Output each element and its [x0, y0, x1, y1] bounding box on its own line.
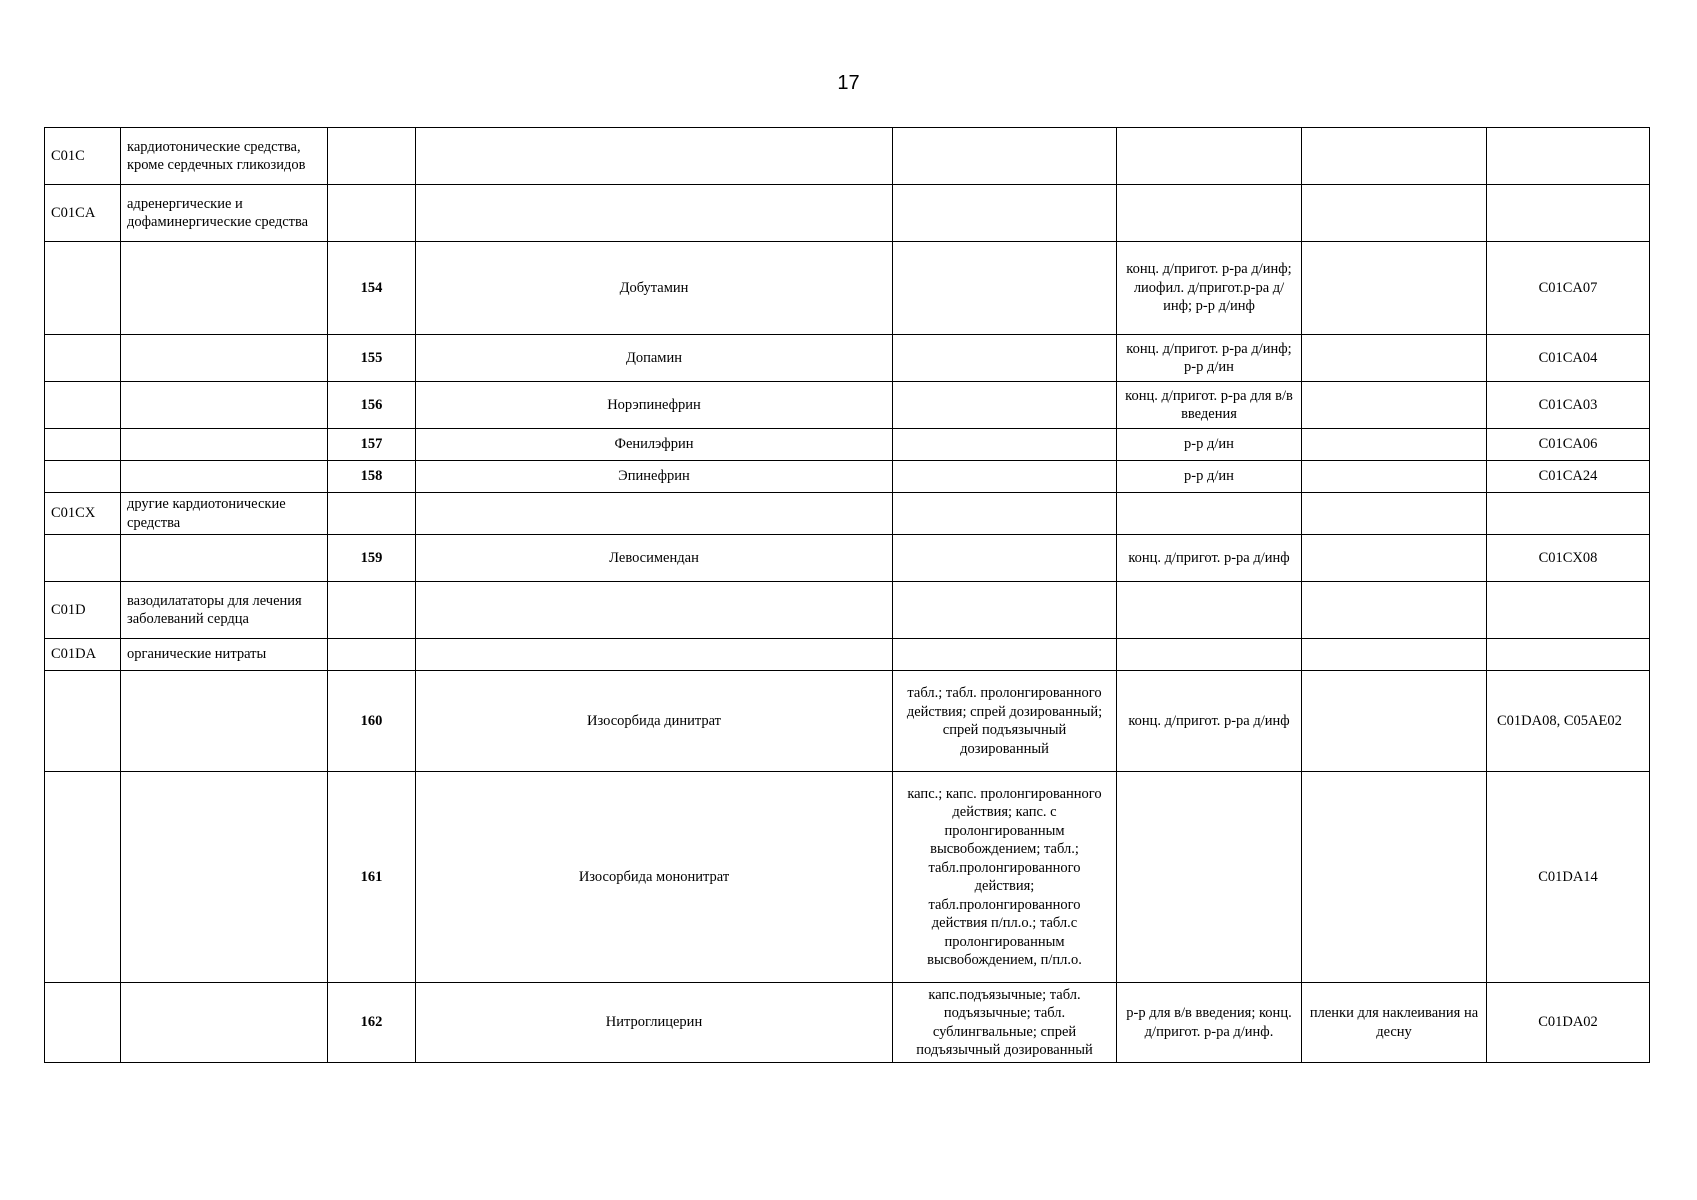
atc-group-description: вазодилататоры для лечения заболеваний сердца [121, 582, 328, 639]
other-forms [1302, 382, 1487, 429]
item-number: 154 [328, 242, 416, 335]
atc-code [1487, 582, 1650, 639]
oral-forms: капс.подъязычные; табл. подъязычные; табл. сублингвальные; спрей подъязычный дозированный [893, 983, 1117, 1063]
atc-code: C01CX08 [1487, 535, 1650, 582]
table-row [45, 671, 1650, 772]
item-number: 160 [328, 671, 416, 772]
table-row [45, 429, 1650, 461]
oral-forms [893, 582, 1117, 639]
injection-forms [1117, 185, 1302, 242]
drug-name [416, 128, 893, 185]
oral-forms [893, 639, 1117, 671]
table-row [45, 772, 1650, 983]
atc-group-description [121, 772, 328, 983]
atc-group-code: C01DA [45, 639, 121, 671]
atc-code [1487, 493, 1650, 535]
atc-group-code: C01CX [45, 493, 121, 535]
oral-forms [893, 382, 1117, 429]
other-forms: пленки для наклеивания на десну [1302, 983, 1487, 1063]
other-forms [1302, 535, 1487, 582]
atc-group-description: другие кардиотонические средства [121, 493, 328, 535]
oral-forms [893, 335, 1117, 382]
drug-name: Фенилэфрин [416, 429, 893, 461]
atc-code [1487, 185, 1650, 242]
atc-group-description [121, 242, 328, 335]
atc-group-description: кардиотонические средства, кроме сердечных гликозидов [121, 128, 328, 185]
atc-group-description [121, 382, 328, 429]
oral-forms [893, 461, 1117, 493]
atc-group-code: C01C [45, 128, 121, 185]
atc-group-code: C01CA [45, 185, 121, 242]
injection-forms: р-р д/ин [1117, 461, 1302, 493]
table-row [45, 639, 1650, 671]
other-forms [1302, 582, 1487, 639]
atc-group-code [45, 772, 121, 983]
drug-name [416, 582, 893, 639]
atc-code: C01CA06 [1487, 429, 1650, 461]
injection-forms: конц. д/пригот. р-ра д/инф [1117, 535, 1302, 582]
table-row [45, 382, 1650, 429]
atc-code: C01CA24 [1487, 461, 1650, 493]
atc-group-description [121, 429, 328, 461]
item-number: 162 [328, 983, 416, 1063]
drug-name: Изосорбида динитрат [416, 671, 893, 772]
injection-forms: р-р д/ин [1117, 429, 1302, 461]
atc-group-description [121, 671, 328, 772]
injection-forms [1117, 128, 1302, 185]
injection-forms: конц. д/пригот. р-ра д/инф; р-р д/ин [1117, 335, 1302, 382]
oral-forms [893, 185, 1117, 242]
atc-group-description [121, 535, 328, 582]
other-forms [1302, 429, 1487, 461]
injection-forms [1117, 493, 1302, 535]
table-row [45, 461, 1650, 493]
atc-group-description [121, 461, 328, 493]
atc-group-description [121, 983, 328, 1063]
drug-name [416, 493, 893, 535]
injection-forms [1117, 772, 1302, 983]
atc-code: C01DA02 [1487, 983, 1650, 1063]
drug-name: Эпинефрин [416, 461, 893, 493]
drug-name: Изосорбида мононитрат [416, 772, 893, 983]
table-row [45, 335, 1650, 382]
atc-code [1487, 128, 1650, 185]
drug-name: Допамин [416, 335, 893, 382]
table-row [45, 582, 1650, 639]
atc-code: C01CA07 [1487, 242, 1650, 335]
atc-group-description [121, 335, 328, 382]
atc-group-description: органические нитраты [121, 639, 328, 671]
other-forms [1302, 461, 1487, 493]
atc-code: C01DA14 [1487, 772, 1650, 983]
oral-forms: табл.; табл. пролонгированного действия; спрей дозированный; спрей подъязычный дозированный [893, 671, 1117, 772]
item-number [328, 185, 416, 242]
other-forms [1302, 772, 1487, 983]
item-number: 157 [328, 429, 416, 461]
table-row [45, 242, 1650, 335]
atc-group-code [45, 535, 121, 582]
table-row [45, 185, 1650, 242]
atc-group-code [45, 429, 121, 461]
atc-group-description: адренергические и дофаминергические средства [121, 185, 328, 242]
atc-code: C01CA03 [1487, 382, 1650, 429]
atc-group-code [45, 671, 121, 772]
oral-forms [893, 128, 1117, 185]
injection-forms [1117, 582, 1302, 639]
atc-group-code [45, 382, 121, 429]
item-number: 158 [328, 461, 416, 493]
item-number [328, 639, 416, 671]
item-number: 159 [328, 535, 416, 582]
item-number: 161 [328, 772, 416, 983]
other-forms [1302, 242, 1487, 335]
table-row [45, 493, 1650, 535]
item-number [328, 493, 416, 535]
drug-name [416, 185, 893, 242]
atc-group-code [45, 242, 121, 335]
drug-name: Левосимендан [416, 535, 893, 582]
atc-code [1487, 639, 1650, 671]
drug-name: Добутамин [416, 242, 893, 335]
atc-group-code [45, 461, 121, 493]
oral-forms: капс.; капс. пролонгированного действия; капс. с пролонгированным высвобождением; табл.; табл.пролонгированного действия; табл.пролонгированного действия п/пл.о.; табл.с пролонгированным высвобождением, п/пл.о. [893, 772, 1117, 983]
atc-code: C01DA08, C05AE02 [1487, 671, 1650, 772]
atc-group-code [45, 983, 121, 1063]
table-row [45, 535, 1650, 582]
drug-name: Норэпинефрин [416, 382, 893, 429]
other-forms [1302, 128, 1487, 185]
atc-code: C01CA04 [1487, 335, 1650, 382]
atc-group-code [45, 335, 121, 382]
injection-forms: конц. д/пригот. р-ра д/инф [1117, 671, 1302, 772]
injection-forms: конц. д/пригот. р-ра для в/в введения [1117, 382, 1302, 429]
injection-forms: р-р для в/в введения; конц. д/пригот. р-ра д/инф. [1117, 983, 1302, 1063]
drug-name [416, 639, 893, 671]
page-number: 17 [837, 72, 860, 94]
medicines-table [44, 127, 1650, 1063]
oral-forms [893, 242, 1117, 335]
item-number [328, 582, 416, 639]
item-number: 156 [328, 382, 416, 429]
injection-forms [1117, 639, 1302, 671]
item-number [328, 128, 416, 185]
other-forms [1302, 639, 1487, 671]
table-row [45, 983, 1650, 1063]
item-number: 155 [328, 335, 416, 382]
table-row [45, 128, 1650, 185]
oral-forms [893, 493, 1117, 535]
injection-forms: конц. д/пригот. р-ра д/инф; лиофил. д/пригот.р-ра д/инф; р-р д/инф [1117, 242, 1302, 335]
other-forms [1302, 671, 1487, 772]
oral-forms [893, 429, 1117, 461]
oral-forms [893, 535, 1117, 582]
drug-name: Нитроглицерин [416, 983, 893, 1063]
other-forms [1302, 185, 1487, 242]
atc-group-code: C01D [45, 582, 121, 639]
other-forms [1302, 335, 1487, 382]
other-forms [1302, 493, 1487, 535]
